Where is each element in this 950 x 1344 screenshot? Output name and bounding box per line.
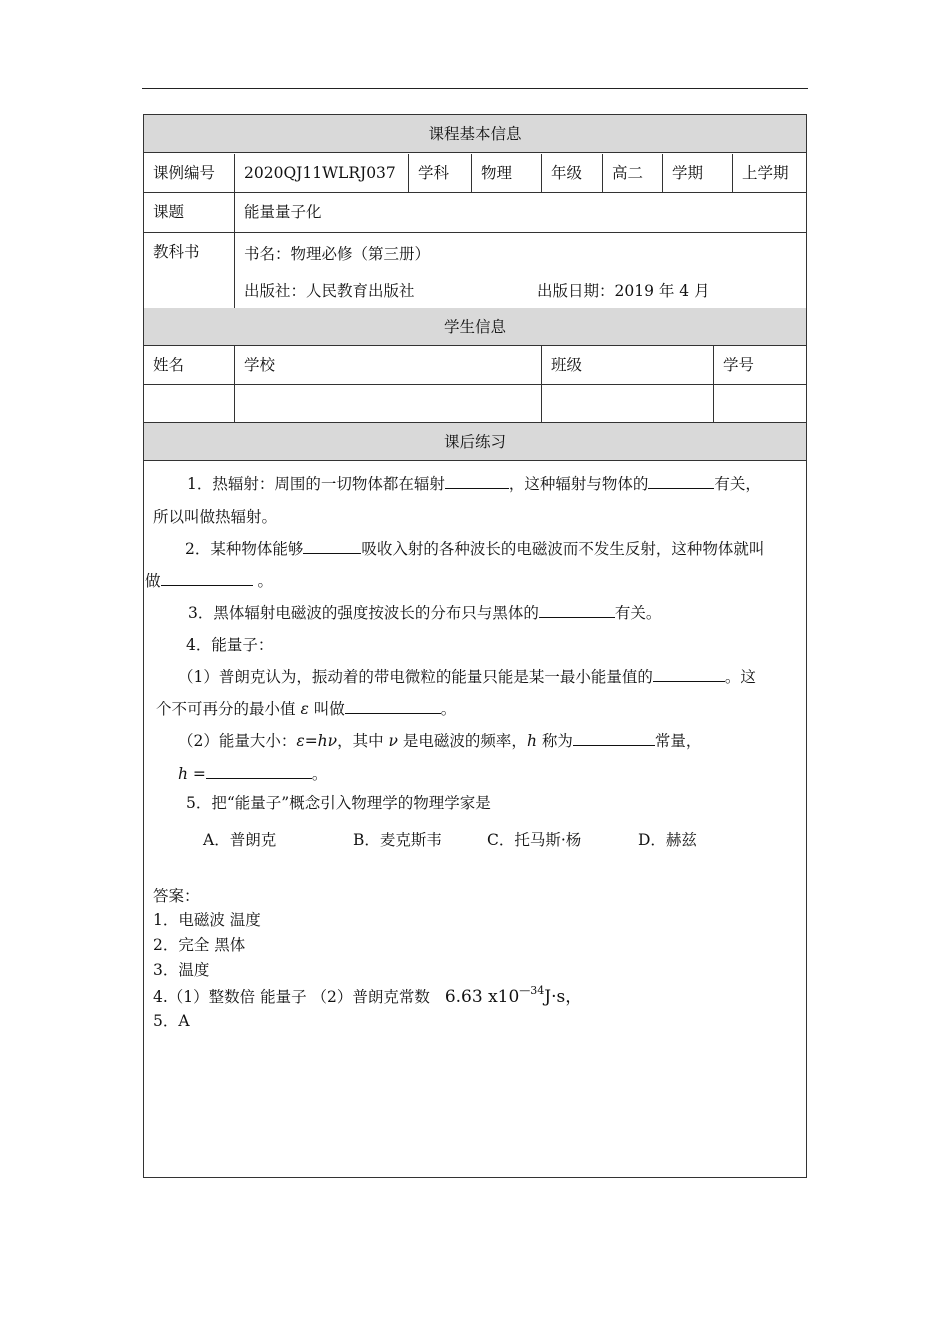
q4-2-text-b: ，其中 (337, 732, 384, 750)
question-3 (145, 601, 848, 623)
planck-unit: J·s， (544, 987, 583, 1007)
term-label: 学期 (663, 154, 733, 192)
q1-blank-2[interactable] (648, 474, 714, 489)
answer-1: 1．电磁波 温度 (153, 911, 261, 929)
code-label: 课例编号 (144, 154, 235, 192)
q4-1-text-a: （1）普朗克认为，振动着的带电微粒的能量只能是某一最小能量值的 (178, 668, 653, 686)
question-4-2 (145, 729, 838, 751)
course-info-title: 课程基本信息 (428, 125, 522, 143)
q4-2-text-a: （2）能量大小： (178, 732, 297, 750)
q2-text-b: 吸收入射的各种波长的电磁波而不发生反射，这种物体就叫 (361, 540, 765, 558)
q4-1-text-b: 。这 (724, 668, 756, 686)
course-meta-row (144, 154, 806, 193)
q4-2-text-d: 称为 (541, 732, 573, 750)
question-5: 5．把“能量子”概念引入物理学的物理学家是 (186, 794, 491, 812)
grade-value: 高二 (603, 154, 663, 192)
textbook-label: 教科书 (144, 233, 235, 308)
question-2-cont (145, 569, 805, 591)
option-a[interactable]: A．普朗克 (203, 831, 277, 849)
q4-1-blank-1[interactable] (653, 667, 725, 682)
option-b[interactable]: B．麦克斯韦 (353, 831, 442, 849)
q1-text-a: 1．热辐射：周围的一切物体都在辐射 (187, 475, 445, 493)
name-label: 姓名 (144, 346, 235, 384)
q1-blank-1[interactable] (445, 474, 509, 489)
topic-row (144, 193, 806, 233)
textbook-row (144, 233, 806, 309)
student-info-title: 学生信息 (443, 318, 506, 336)
question-4-1-cont (145, 697, 816, 719)
q4-1-text-c: 个不可再分的最小值 (156, 700, 296, 718)
student-info-header (144, 308, 806, 346)
subject-value: 物理 (472, 154, 542, 192)
name-field[interactable] (144, 385, 235, 422)
q3-text-b: 有关。 (614, 604, 662, 622)
equals-sign: = (187, 765, 206, 783)
answer-4-text: 4.（1）整数倍 能量子 （2）普朗克常数 (153, 988, 430, 1006)
planck-mantissa: 6.63 x10 (444, 987, 520, 1007)
topic-value: 能量量子化 (244, 203, 322, 221)
energy-formula: ε=hν (296, 732, 338, 750)
question-4-3 (145, 762, 838, 784)
question-2 (145, 537, 845, 559)
q4-2-text-c: 是电磁波的频率， (402, 732, 527, 750)
publisher: 出版社：人民教育出版社 (244, 282, 415, 300)
student-id-label: 学号 (723, 356, 755, 374)
nu-symbol: ν (388, 732, 398, 750)
epsilon-symbol: ε (300, 700, 309, 718)
h-symbol: h (526, 732, 537, 750)
q3-blank[interactable] (539, 603, 615, 618)
question-1-cont: 所以叫做热辐射。 (153, 508, 278, 526)
answers-title: 答案： (153, 887, 200, 905)
subject-label: 学科 (409, 154, 472, 192)
q3-text-a: 3．黑体辐射电磁波的强度按波长的分布只与黑体的 (188, 604, 539, 622)
question-4: 4．能量子： (186, 636, 274, 654)
q4-3-end: 。 (311, 765, 328, 783)
question-4-1 (145, 665, 838, 687)
h-value-blank[interactable] (206, 764, 312, 779)
class-field[interactable] (542, 385, 714, 422)
exercises-header (144, 423, 806, 461)
q2-text-d: 。 (252, 572, 273, 590)
course-info-header (144, 115, 806, 153)
grade-label: 年级 (542, 154, 603, 192)
exercises-title: 课后练习 (443, 433, 506, 451)
term-value: 上学期 (742, 164, 789, 182)
q4-2-blank[interactable] (573, 731, 655, 746)
student-input-row (144, 385, 806, 423)
q4-1-text-e: 。 (440, 700, 457, 718)
q4-1-text-d: 叫做 (313, 700, 345, 718)
topic-label: 课题 (144, 193, 235, 232)
option-d[interactable]: D．赫兹 (638, 831, 697, 849)
question-1 (145, 472, 847, 494)
top-rule (142, 88, 808, 89)
school-label: 学校 (235, 346, 542, 384)
q2-blank-1[interactable] (303, 539, 361, 554)
answer-3: 3．温度 (153, 961, 210, 979)
h-constant-symbol: h (178, 765, 188, 783)
book-name: 书名：物理必修（第三册） (244, 245, 431, 263)
textbook-details (235, 233, 806, 308)
planck-exponent: —34 (519, 984, 545, 997)
q2-text-a: 2．某种物体能够 (185, 540, 304, 558)
code-value: 2020QJ11WLRJ037 (235, 154, 409, 192)
student-id-field[interactable] (714, 385, 806, 422)
option-c[interactable]: C．托马斯·杨 (487, 831, 582, 849)
q2-blank-2[interactable] (161, 571, 253, 586)
answer-2: 2．完全 黑体 (153, 936, 246, 954)
q1-text-b: ，这种辐射与物体的 (508, 475, 649, 493)
school-field[interactable] (235, 385, 542, 422)
q4-2-text-e: 常量， (654, 732, 702, 750)
publication-date: 出版日期：2019 年 4 月 (537, 282, 710, 300)
planck-constant-value (444, 984, 583, 1007)
class-label: 班级 (542, 346, 714, 384)
student-label-row (144, 346, 806, 385)
q4-1-blank-2[interactable] (345, 699, 441, 714)
q2-text-c: 做 (145, 572, 161, 590)
answer-5: 5．A (153, 1012, 190, 1030)
q1-text-c: 有关， (714, 475, 761, 493)
answer-4 (153, 982, 582, 1007)
